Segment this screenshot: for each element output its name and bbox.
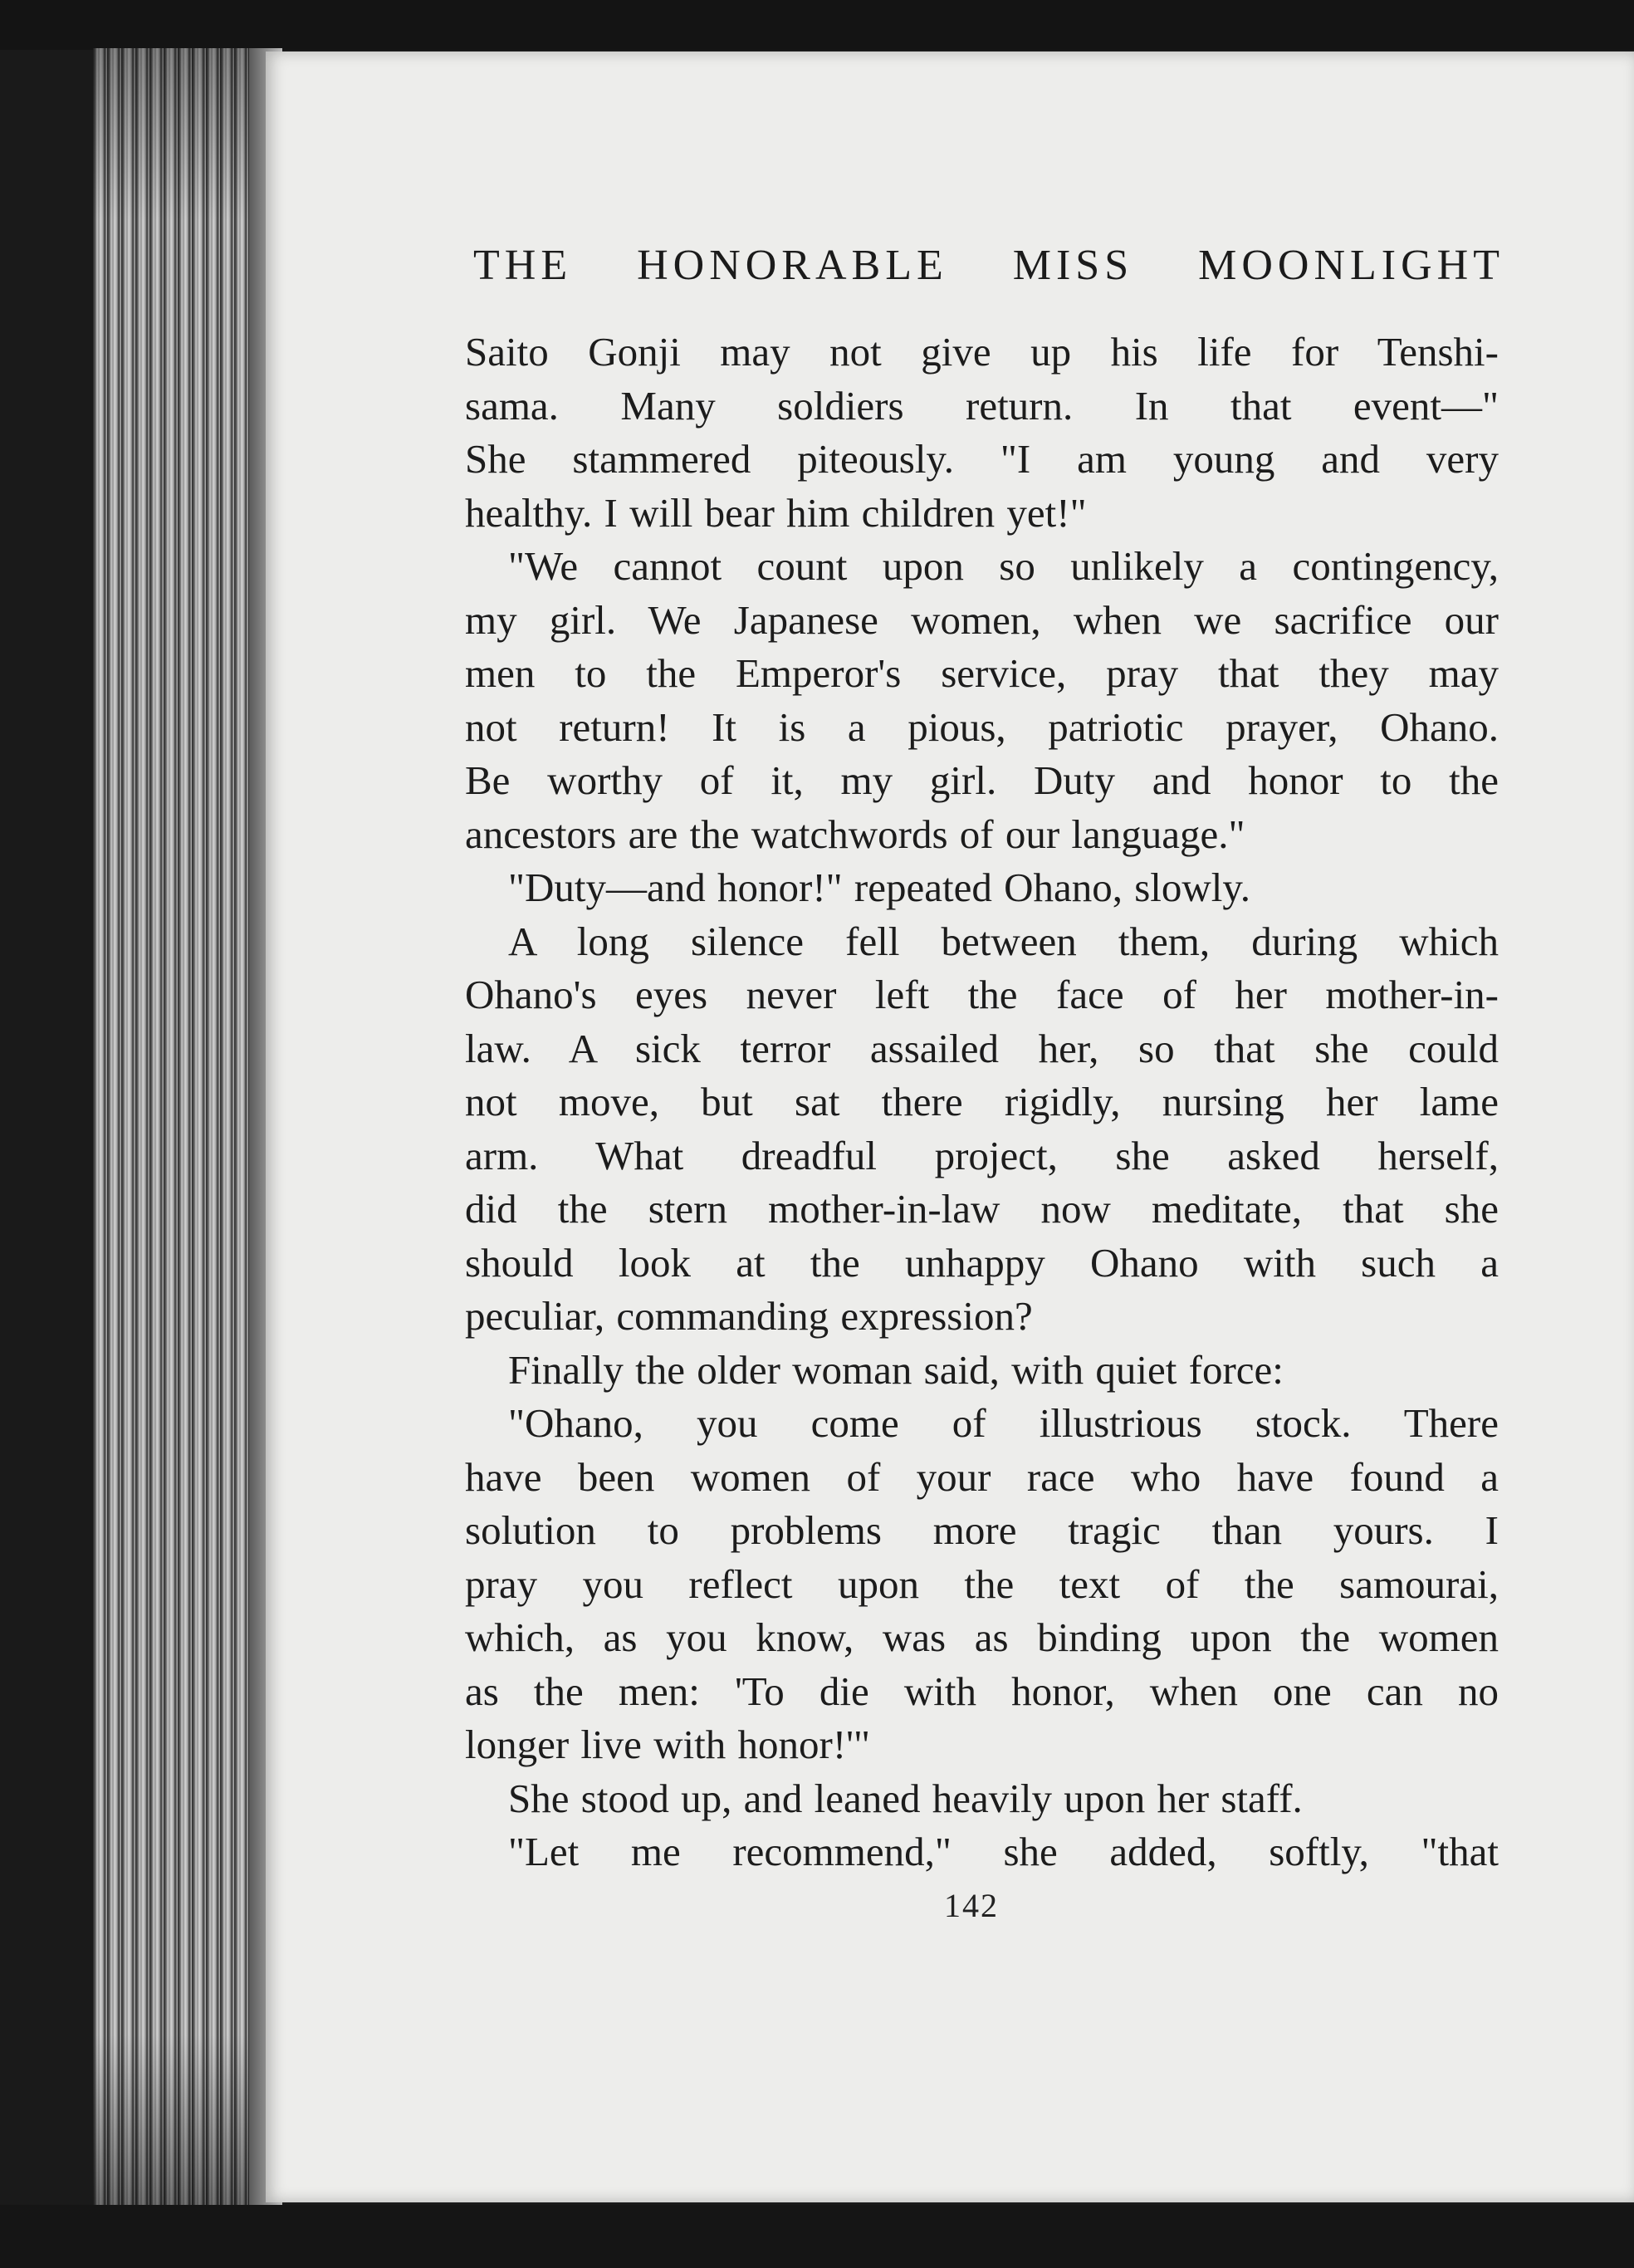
text-line: Ohano's eyes never left the face of her mother-in- <box>465 972 1499 1017</box>
book-page-edges <box>93 48 276 2207</box>
text-line: She stood up, and leaned heavily upon her staff. <box>508 1775 1303 1821</box>
text-line: A long silence fell between them, during which <box>508 918 1499 964</box>
text-line: solution to problems more tragic than yours. I <box>465 1507 1499 1553</box>
text-line: not move, but sat there rigidly, nursing her lame <box>465 1079 1499 1124</box>
running-header <box>473 241 1504 290</box>
text-line: Saito Gonji may not give up his life for Tenshi- <box>465 329 1499 375</box>
page-number: 142 <box>944 1887 999 1924</box>
scan-top-border <box>0 0 1634 50</box>
running-header-text: THE HONORABLE MISS MOONLIGHT <box>473 242 1504 289</box>
text-line: Finally the older woman said, with quiet force: <box>508 1346 1284 1393</box>
text-line: pray you reflect upon the text of the samourai, <box>465 1560 1499 1607</box>
text-line: longer live with honor!'" <box>465 1722 870 1767</box>
body-text <box>465 326 1499 1879</box>
text-line: Be worthy of it, my girl. Duty and honor to the <box>465 757 1499 803</box>
text-line: "Let me recommend," she added, softly, "that <box>508 1829 1499 1874</box>
text-line: my girl. We Japanese women, when we sacrifice our <box>465 596 1499 643</box>
scan-bottom-border <box>0 2205 1634 2268</box>
text-line: should look at the unhappy Ohano with such a <box>465 1239 1499 1286</box>
text-line: arm. What dreadful project, she asked herself, <box>465 1132 1499 1178</box>
text-line: as the men: 'To die with honor, when one can no <box>465 1668 1499 1714</box>
text-line: men to the Emperor's service, pray that they may <box>465 650 1499 696</box>
text-line: She stammered piteously. "I am young and very <box>465 436 1499 482</box>
text-line: which, as you know, was as binding upon the women <box>465 1614 1499 1660</box>
text-line: law. A sick terror assailed her, so that she could <box>465 1025 1499 1071</box>
text-line: not return! It is a pious, patriotic prayer, Ohano. <box>465 703 1499 750</box>
text-line: did the stern mother-in-law now meditate, that she <box>465 1186 1499 1232</box>
text-line: "Ohano, you come of illustrious stock. There <box>508 1400 1499 1446</box>
text-line: sama. Many soldiers return. In that event—" <box>465 382 1499 429</box>
text-line: "We cannot count upon so unlikely a contingency, <box>508 543 1499 589</box>
text-line: ancestors are the watchwords of our language." <box>465 811 1245 857</box>
text-line: healthy. I will bear him children yet!" <box>465 489 1087 536</box>
text-line: have been women of your race who have found a <box>465 1453 1499 1500</box>
text-line: peculiar, commanding expression? <box>465 1293 1033 1339</box>
text-line: "Duty—and honor!" repeated Ohano, slowly. <box>508 865 1250 910</box>
